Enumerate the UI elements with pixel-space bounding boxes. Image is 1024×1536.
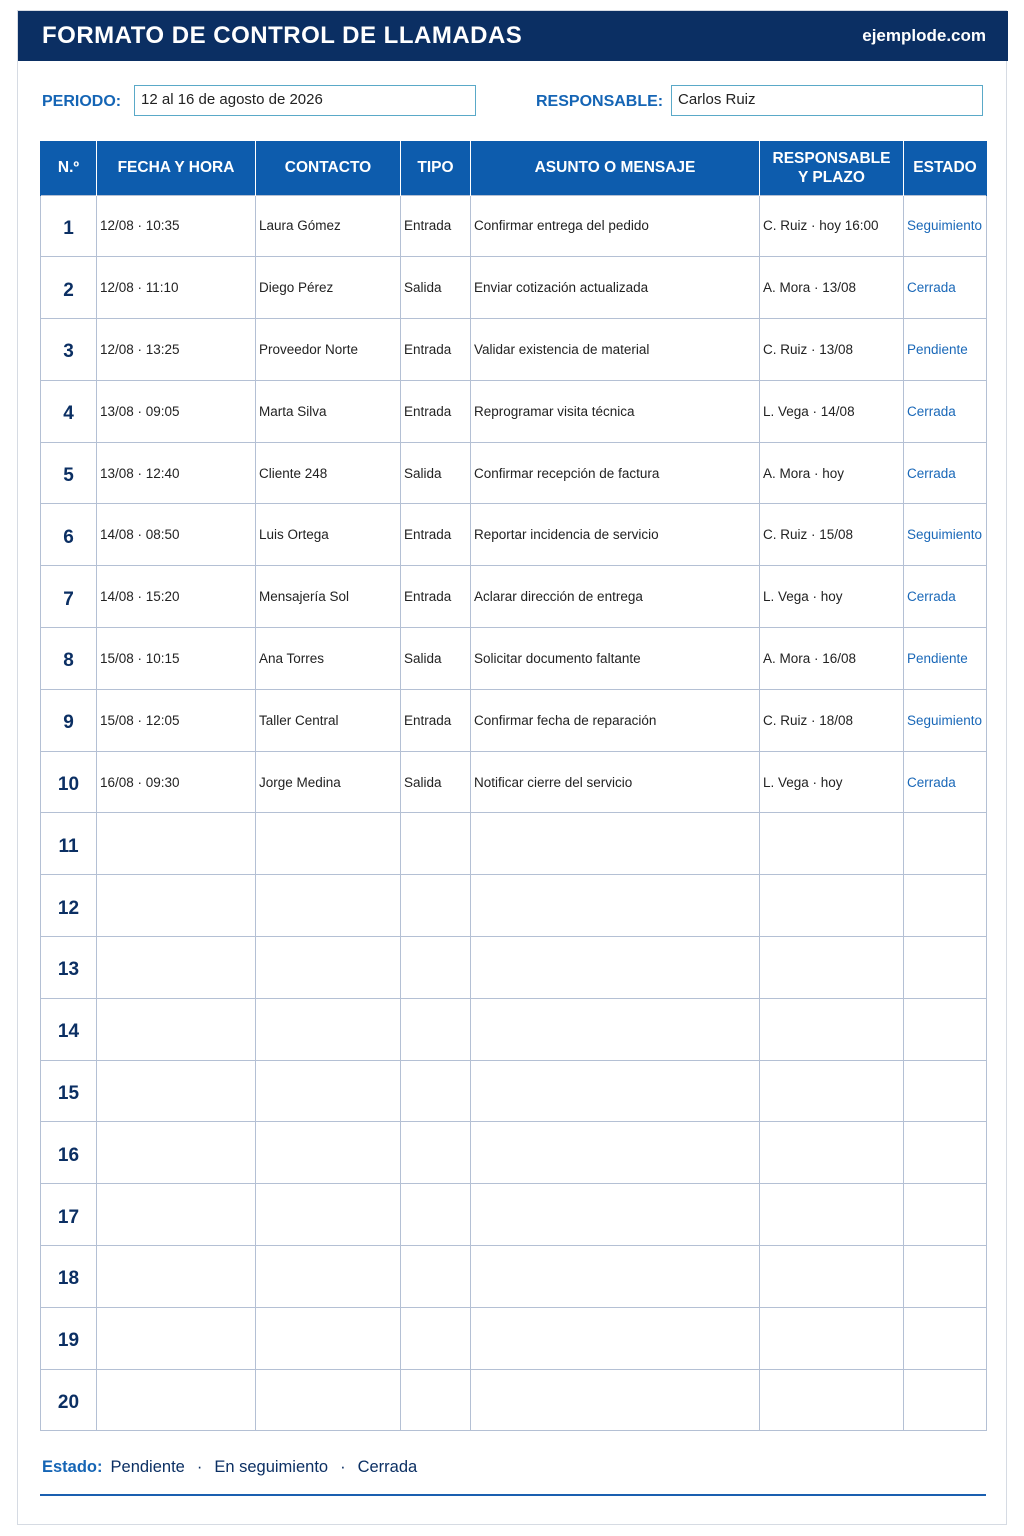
cell-tipo[interactable] (401, 813, 471, 875)
cell-responsable[interactable] (760, 937, 904, 999)
table-row (41, 689, 987, 751)
cell-tipo[interactable] (401, 998, 471, 1060)
cell-tipo[interactable]: Entrada (401, 504, 471, 566)
row-number: 7 (41, 566, 97, 628)
row-number: 20 (41, 1369, 97, 1431)
cell-estado[interactable] (904, 813, 987, 875)
cell-responsable[interactable]: L. Vega · hoy (760, 751, 904, 813)
cell-fecha[interactable]: 12/08 · 11:10 (97, 257, 256, 319)
cell-contacto[interactable]: Cliente 248 (256, 442, 401, 504)
cell-contacto[interactable]: Mensajería Sol (256, 566, 401, 628)
cell-tipo[interactable]: Salida (401, 442, 471, 504)
cell-contacto[interactable] (256, 813, 401, 875)
row-number: 6 (41, 504, 97, 566)
call-control-form (17, 10, 1007, 1525)
cell-tipo[interactable] (401, 875, 471, 937)
cell-estado[interactable]: Cerrada (904, 566, 987, 628)
cell-fecha[interactable] (97, 937, 256, 999)
legend-separator: · (196, 1458, 203, 1476)
cell-estado[interactable]: Seguimiento (904, 195, 987, 257)
row-number: 16 (41, 1122, 97, 1184)
responsable-label: RESPONSABLE: (536, 93, 664, 110)
cell-estado[interactable] (904, 1307, 987, 1369)
row-number: 15 (41, 1060, 97, 1122)
cell-tipo[interactable]: Entrada (401, 319, 471, 381)
cell-estado[interactable] (904, 1246, 987, 1308)
legend-label: Estado: (42, 1458, 103, 1476)
cell-responsable[interactable]: C. Ruiz · 18/08 (760, 689, 904, 751)
cell-asunto[interactable] (471, 813, 760, 875)
cell-responsable[interactable] (760, 1184, 904, 1246)
cell-fecha[interactable]: 12/08 · 10:35 (97, 195, 256, 257)
table-row (41, 380, 987, 442)
legend-item: Cerrada (357, 1458, 418, 1476)
cell-estado[interactable]: Cerrada (904, 380, 987, 442)
row-number: 4 (41, 380, 97, 442)
estado-legend (42, 1456, 417, 1478)
cell-estado[interactable] (904, 998, 987, 1060)
cell-contacto[interactable]: Ana Torres (256, 628, 401, 690)
cell-fecha[interactable]: 16/08 · 09:30 (97, 751, 256, 813)
cell-fecha[interactable] (97, 1184, 256, 1246)
site-name: ejemplode.com (862, 26, 986, 45)
col-header-contacto: CONTACTO (256, 141, 401, 195)
cell-fecha[interactable] (97, 813, 256, 875)
cell-asunto[interactable] (471, 1184, 760, 1246)
cell-estado[interactable]: Cerrada (904, 257, 987, 319)
cell-responsable[interactable]: L. Vega · 14/08 (760, 380, 904, 442)
cell-responsable[interactable]: A. Mora · 16/08 (760, 628, 904, 690)
cell-contacto[interactable] (256, 1246, 401, 1308)
cell-fecha[interactable] (97, 998, 256, 1060)
cell-estado[interactable] (904, 1060, 987, 1122)
cell-responsable[interactable]: C. Ruiz · hoy 16:00 (760, 195, 904, 257)
col-header-responsable: RESPONSABLE Y PLAZO (760, 141, 904, 195)
col-header-fecha: FECHA Y HORA (97, 141, 256, 195)
row-number: 18 (41, 1246, 97, 1308)
row-number: 3 (41, 319, 97, 381)
cell-tipo[interactable] (401, 1122, 471, 1184)
cell-responsable[interactable] (760, 813, 904, 875)
cell-fecha[interactable] (97, 1369, 256, 1431)
table-row (41, 813, 987, 875)
cell-tipo[interactable] (401, 1369, 471, 1431)
table-body (41, 195, 987, 1431)
cell-responsable[interactable]: C. Ruiz · 13/08 (760, 319, 904, 381)
cell-asunto[interactable] (471, 1307, 760, 1369)
cell-asunto[interactable] (471, 1060, 760, 1122)
row-number: 5 (41, 442, 97, 504)
cell-tipo[interactable] (401, 1184, 471, 1246)
cell-tipo[interactable] (401, 937, 471, 999)
table-row (41, 1122, 987, 1184)
cell-fecha[interactable]: 15/08 · 10:15 (97, 628, 256, 690)
cell-fecha[interactable] (97, 1246, 256, 1308)
cell-contacto[interactable]: Luis Ortega (256, 504, 401, 566)
cell-asunto[interactable] (471, 875, 760, 937)
table-row (41, 875, 987, 937)
responsable-field[interactable]: Carlos Ruiz (671, 85, 983, 116)
cell-fecha[interactable]: 15/08 · 12:05 (97, 689, 256, 751)
cell-tipo[interactable]: Salida (401, 257, 471, 319)
cell-responsable[interactable]: C. Ruiz · 15/08 (760, 504, 904, 566)
cell-tipo[interactable]: Entrada (401, 380, 471, 442)
table-row (41, 1307, 987, 1369)
cell-tipo[interactable] (401, 1246, 471, 1308)
col-header-num: N.º (41, 141, 97, 195)
cell-estado[interactable] (904, 1122, 987, 1184)
cell-fecha[interactable]: 12/08 · 13:25 (97, 319, 256, 381)
table-row (41, 504, 987, 566)
cell-estado[interactable] (904, 1184, 987, 1246)
cell-tipo[interactable]: Entrada (401, 195, 471, 257)
legend-item: En seguimiento (214, 1458, 329, 1476)
table-row (41, 628, 987, 690)
row-number: 17 (41, 1184, 97, 1246)
cell-responsable[interactable] (760, 1122, 904, 1184)
cell-asunto[interactable]: Solicitar documento faltante (471, 628, 760, 690)
cell-contacto[interactable]: Proveedor Norte (256, 319, 401, 381)
cell-contacto[interactable]: Jorge Medina (256, 751, 401, 813)
cell-responsable[interactable] (760, 1246, 904, 1308)
cell-fecha[interactable] (97, 1060, 256, 1122)
cell-responsable[interactable] (760, 875, 904, 937)
cell-estado[interactable]: Pendiente (904, 319, 987, 381)
table-row (41, 319, 987, 381)
cell-contacto[interactable]: Laura Gómez (256, 195, 401, 257)
row-number: 14 (41, 998, 97, 1060)
cell-responsable[interactable]: A. Mora · hoy (760, 442, 904, 504)
cell-asunto[interactable] (471, 998, 760, 1060)
bottom-divider (40, 1494, 986, 1496)
cell-asunto[interactable]: Confirmar entrega del pedido (471, 195, 760, 257)
table-row (41, 566, 987, 628)
legend-item: Pendiente (110, 1458, 185, 1476)
cell-contacto[interactable] (256, 1184, 401, 1246)
legend-separator: · (340, 1458, 346, 1476)
table-row (41, 442, 987, 504)
cell-contacto[interactable]: Diego Pérez (256, 257, 401, 319)
table-row (41, 1060, 987, 1122)
cell-responsable[interactable]: L. Vega · hoy (760, 566, 904, 628)
row-number: 9 (41, 689, 97, 751)
table-header-row (41, 141, 987, 195)
cell-estado[interactable]: Pendiente (904, 628, 987, 690)
cell-asunto[interactable] (471, 1369, 760, 1431)
cell-estado[interactable]: Seguimiento (904, 504, 987, 566)
cell-contacto[interactable] (256, 1307, 401, 1369)
cell-estado[interactable] (904, 875, 987, 937)
table-row (41, 1184, 987, 1246)
header-bar (18, 11, 1008, 61)
row-number: 19 (41, 1307, 97, 1369)
cell-contacto[interactable]: Taller Central (256, 689, 401, 751)
table-row (41, 1246, 987, 1308)
cell-contacto[interactable] (256, 1060, 401, 1122)
page-title: FORMATO DE CONTROL DE LLAMADAS (42, 22, 523, 49)
cell-contacto[interactable] (256, 875, 401, 937)
table-row (41, 751, 987, 813)
col-header-asunto: ASUNTO O MENSAJE (471, 141, 760, 195)
cell-estado[interactable] (904, 937, 987, 999)
cell-contacto[interactable] (256, 998, 401, 1060)
cell-responsable[interactable] (760, 998, 904, 1060)
cell-tipo[interactable] (401, 1307, 471, 1369)
cell-asunto[interactable] (471, 1122, 760, 1184)
row-number: 10 (41, 751, 97, 813)
cell-responsable[interactable] (760, 1060, 904, 1122)
cell-responsable[interactable] (760, 1369, 904, 1431)
cell-tipo[interactable]: Salida (401, 751, 471, 813)
calls-table (40, 141, 987, 1431)
cell-asunto[interactable]: Validar existencia de material (471, 319, 760, 381)
table-row (41, 998, 987, 1060)
row-number: 13 (41, 937, 97, 999)
cell-contacto[interactable] (256, 1369, 401, 1431)
cell-fecha[interactable] (97, 875, 256, 937)
cell-asunto[interactable]: Enviar cotización actualizada (471, 257, 760, 319)
cell-tipo[interactable]: Salida (401, 628, 471, 690)
cell-contacto[interactable] (256, 1122, 401, 1184)
cell-asunto[interactable] (471, 1246, 760, 1308)
row-number: 2 (41, 257, 97, 319)
cell-contacto[interactable] (256, 937, 401, 999)
cell-asunto[interactable]: Aclarar dirección de entrega (471, 566, 760, 628)
row-number: 12 (41, 875, 97, 937)
table-row (41, 195, 987, 257)
cell-asunto[interactable]: Notificar cierre del servicio (471, 751, 760, 813)
row-number: 1 (41, 195, 97, 257)
cell-tipo[interactable] (401, 1060, 471, 1122)
row-number: 8 (41, 628, 97, 690)
table-row (41, 257, 987, 319)
cell-asunto[interactable]: Confirmar fecha de reparación (471, 689, 760, 751)
cell-estado[interactable]: Cerrada (904, 442, 987, 504)
cell-fecha[interactable]: 13/08 · 09:05 (97, 380, 256, 442)
cell-tipo[interactable]: Entrada (401, 689, 471, 751)
table-row (41, 1369, 987, 1431)
cell-asunto[interactable]: Reportar incidencia de servicio (471, 504, 760, 566)
cell-asunto[interactable]: Reprogramar visita técnica (471, 380, 760, 442)
cell-fecha[interactable]: 14/08 · 15:20 (97, 566, 256, 628)
col-header-estado: ESTADO (904, 141, 987, 195)
cell-contacto[interactable]: Marta Silva (256, 380, 401, 442)
cell-asunto[interactable]: Confirmar recepción de factura (471, 442, 760, 504)
cell-fecha[interactable] (97, 1122, 256, 1184)
cell-fecha[interactable] (97, 1307, 256, 1369)
periodo-label: PERIODO: (42, 93, 122, 110)
cell-asunto[interactable] (471, 937, 760, 999)
cell-fecha[interactable]: 13/08 · 12:40 (97, 442, 256, 504)
cell-responsable[interactable] (760, 1307, 904, 1369)
cell-estado[interactable]: Cerrada (904, 751, 987, 813)
cell-tipo[interactable]: Entrada (401, 566, 471, 628)
col-header-tipo: TIPO (401, 141, 471, 195)
row-number: 11 (41, 813, 97, 875)
periodo-field[interactable]: 12 al 16 de agosto de 2026 (134, 85, 476, 116)
cell-estado[interactable] (904, 1369, 987, 1431)
cell-estado[interactable]: Seguimiento (904, 689, 987, 751)
cell-responsable[interactable]: A. Mora · 13/08 (760, 257, 904, 319)
cell-fecha[interactable]: 14/08 · 08:50 (97, 504, 256, 566)
table-row (41, 937, 987, 999)
